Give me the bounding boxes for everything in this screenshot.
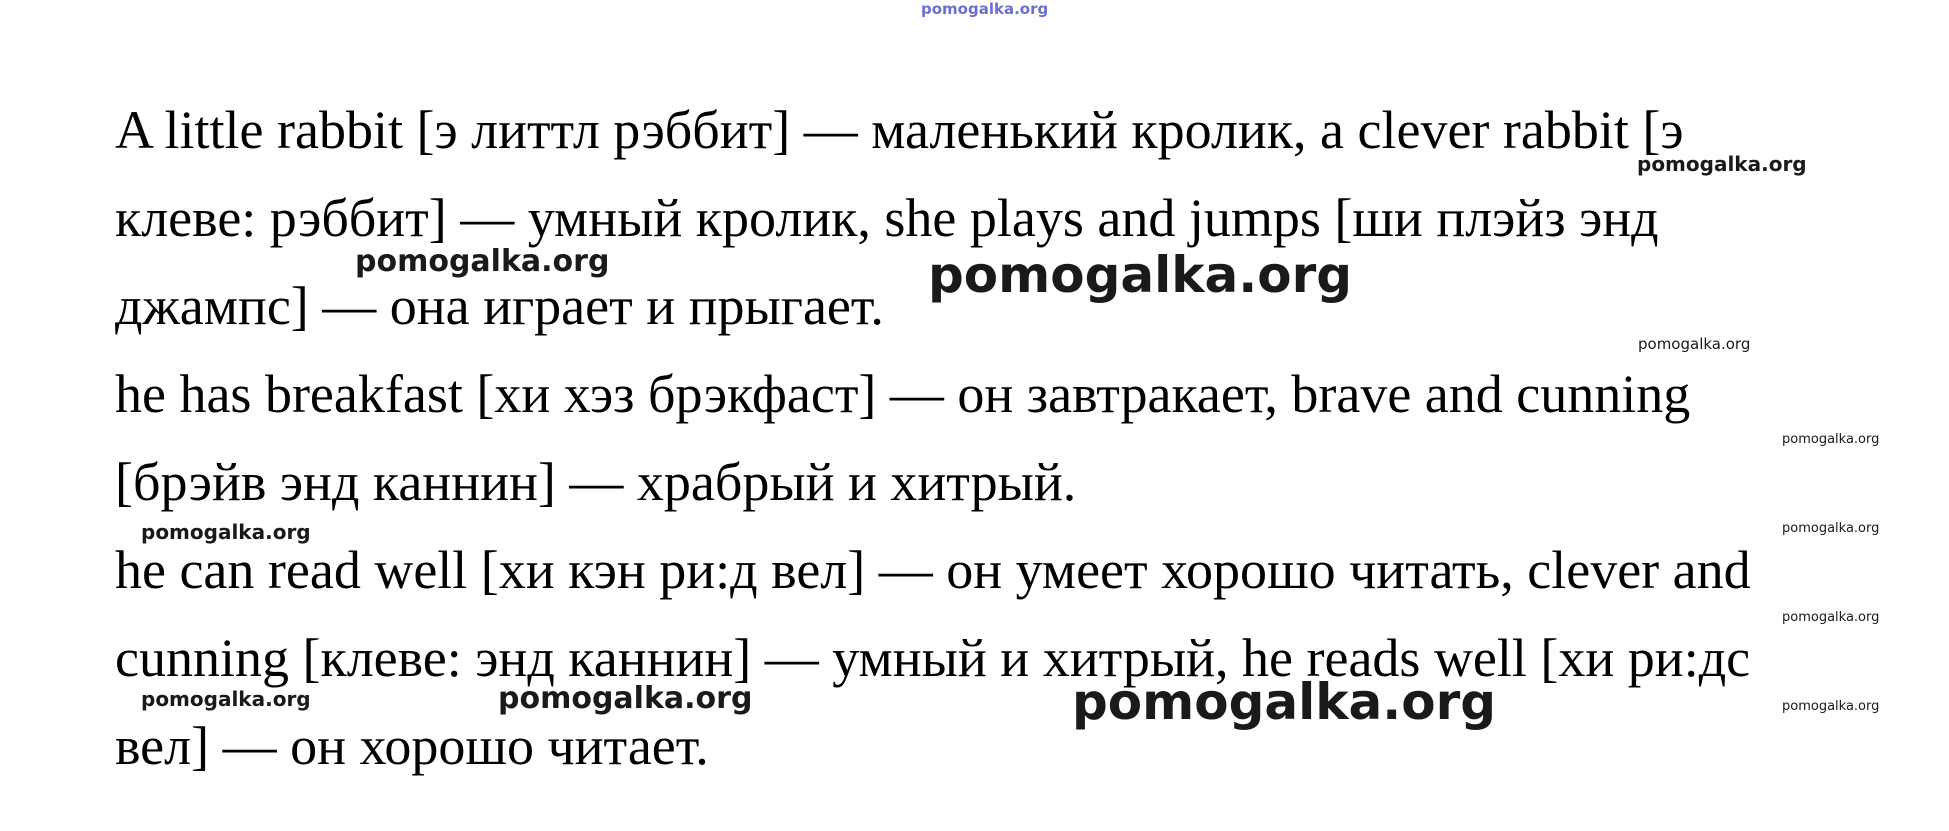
watermark: pomogalka.org xyxy=(141,520,311,544)
watermark-large: pomogalka.org xyxy=(928,246,1353,304)
text-line: cunning [клеве: энд каннин] — умный и хитрый, he reads well [хи ри:дс xyxy=(115,628,1751,688)
watermark: pomogalka.org xyxy=(1782,610,1880,625)
watermark-large: pomogalka.org xyxy=(1072,673,1497,731)
watermark-top: pomogalka.org xyxy=(921,0,1049,18)
text-line: клеве: рэббит] — умный кролик, she plays and jumps [ши плэйз энд xyxy=(115,188,1659,248)
watermark: pomogalka.org xyxy=(498,681,753,716)
watermark: pomogalka.org xyxy=(1782,699,1880,714)
text-line: he has breakfast [хи хэз брэкфаст] — он завтракает, brave and cunning xyxy=(115,364,1691,424)
watermark: pomogalka.org xyxy=(1638,335,1751,353)
watermark: pomogalka.org xyxy=(1637,152,1807,176)
text-line: he can read well [хи кэн ри:д вел] — он умеет хорошо читать, clever and xyxy=(115,540,1751,600)
text-line: [брэйв энд каннин] — храбрый и хитрый. xyxy=(115,452,1077,512)
text-line: A little rabbit [э литтл рэббит] — маленький кролик, a clever rabbit [э xyxy=(115,100,1684,160)
text-line: вел] — он хорошо читает. xyxy=(115,716,709,776)
watermark: pomogalka.org xyxy=(1782,432,1880,447)
watermark: pomogalka.org xyxy=(141,687,311,711)
answer-text xyxy=(115,86,1915,790)
watermark: pomogalka.org xyxy=(1782,521,1880,536)
watermark: pomogalka.org xyxy=(355,244,610,279)
text-line: джампс] — она играет и прыгает. xyxy=(115,276,884,336)
